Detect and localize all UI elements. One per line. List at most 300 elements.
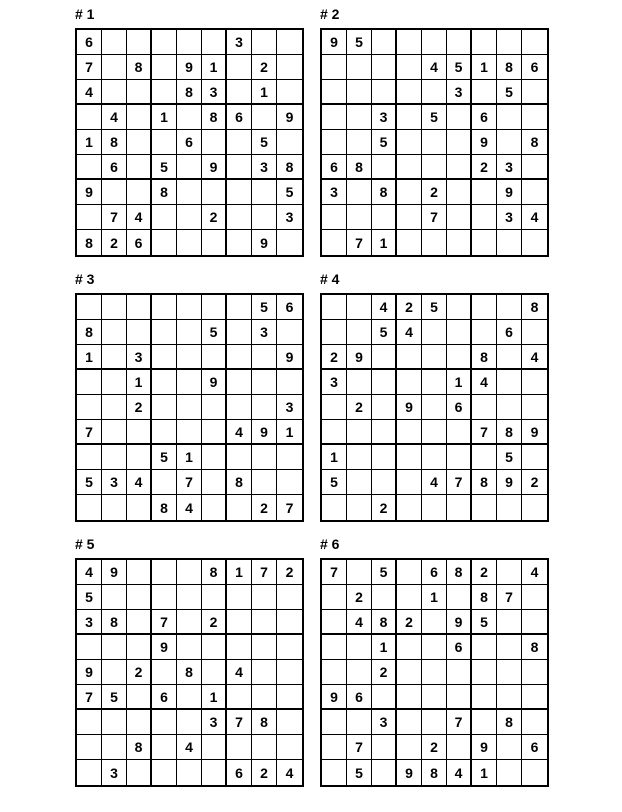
sudoku-cell <box>347 470 372 495</box>
sudoku-cell <box>227 105 252 130</box>
cell-digit: 2 <box>355 589 363 605</box>
sudoku-cell <box>227 80 252 105</box>
cell-digit: 9 <box>85 184 93 200</box>
cell-digit: 5 <box>160 158 168 175</box>
sudoku-cell <box>227 155 252 180</box>
cell-digit: 7 <box>355 739 363 755</box>
sudoku-cell <box>372 735 397 760</box>
sudoku-cell <box>152 55 177 80</box>
sudoku-cell <box>347 320 372 345</box>
sudoku-cell <box>177 105 202 130</box>
sudoku-cell <box>152 80 177 105</box>
sudoku-cell <box>202 735 227 760</box>
sudoku-cell <box>322 55 347 80</box>
sudoku-cell <box>497 420 522 445</box>
cell-digit: 5 <box>379 134 388 150</box>
cell-digit: 2 <box>405 299 413 315</box>
sudoku-cell <box>227 320 252 345</box>
sudoku-cell <box>372 205 397 230</box>
cell-digit: 8 <box>235 474 243 490</box>
cell-digit: 8 <box>430 764 438 781</box>
sudoku-cell <box>252 710 277 735</box>
sudoku-cell <box>422 30 447 55</box>
sudoku-cell <box>277 470 302 495</box>
sudoku-cell <box>202 370 227 395</box>
cell-digit: 8 <box>85 234 93 251</box>
cell-digit: 3 <box>379 109 388 125</box>
cell-digit: 3 <box>379 714 388 730</box>
sudoku-cell <box>227 760 252 785</box>
cell-digit: 8 <box>285 158 294 175</box>
cell-digit: 8 <box>134 59 143 75</box>
sudoku-cell <box>397 130 422 155</box>
sudoku-cell <box>177 345 202 370</box>
sudoku-cell <box>397 30 422 55</box>
sudoku-cell <box>152 205 177 230</box>
sudoku-cell <box>277 345 302 370</box>
sudoku-cell <box>522 395 547 420</box>
sudoku-cell <box>447 205 472 230</box>
sudoku-cell <box>422 80 447 105</box>
sudoku-cell <box>447 585 472 610</box>
sudoku-cell <box>472 635 497 660</box>
sudoku-cell <box>252 130 277 155</box>
sudoku-cell <box>252 495 277 520</box>
sudoku-cell <box>397 685 422 710</box>
puzzle-label: # 6 <box>320 536 340 552</box>
sudoku-cell <box>522 205 547 230</box>
cell-digit: 5 <box>260 134 268 150</box>
sudoku-cell <box>397 710 422 735</box>
sudoku-cell <box>397 420 422 445</box>
sudoku-cell <box>252 80 277 105</box>
sudoku-cell <box>77 635 102 660</box>
sudoku-cell <box>422 370 447 395</box>
cell-digit: 6 <box>160 688 168 705</box>
sudoku-cell <box>447 495 472 520</box>
sudoku-cell <box>227 345 252 370</box>
sudoku-grid <box>320 28 549 257</box>
sudoku-cell <box>77 710 102 735</box>
cell-digit: 3 <box>454 83 463 100</box>
sudoku-cell <box>347 395 372 420</box>
sudoku-cell <box>372 760 397 785</box>
cell-digit: 7 <box>454 714 463 730</box>
sudoku-cell <box>102 445 127 470</box>
sudoku-cell <box>447 345 472 370</box>
cell-digit: 1 <box>430 589 438 605</box>
sudoku-cell <box>372 635 397 660</box>
cell-digit: 5 <box>505 449 513 465</box>
sudoku-cell <box>447 660 472 685</box>
sudoku-cell <box>372 105 397 130</box>
cell-digit: 8 <box>480 348 488 365</box>
cell-digit: 4 <box>185 499 193 516</box>
sudoku-cell <box>322 155 347 180</box>
sudoku-cell <box>102 635 127 660</box>
sudoku-cell <box>277 230 302 255</box>
sudoku-cell <box>472 155 497 180</box>
sudoku-cell <box>77 560 102 585</box>
sudoku-cell <box>472 205 497 230</box>
sudoku-cell <box>252 230 277 255</box>
cell-digit: 5 <box>209 324 218 340</box>
sudoku-cell <box>322 560 347 585</box>
cell-digit: 3 <box>235 34 243 50</box>
sudoku-cell <box>447 30 472 55</box>
sudoku-cell <box>397 470 422 495</box>
sudoku-cell <box>422 180 447 205</box>
sudoku-cell <box>497 585 522 610</box>
cell-digit: 4 <box>285 764 294 781</box>
sudoku-cell <box>372 345 397 370</box>
cell-digit: 3 <box>85 613 93 630</box>
sudoku-cell <box>202 295 227 320</box>
sudoku-cell <box>497 560 522 585</box>
sudoku-cell <box>127 495 152 520</box>
sudoku-cell <box>227 55 252 80</box>
cell-digit: 2 <box>430 184 438 200</box>
cell-digit: 9 <box>505 184 513 200</box>
sudoku-cell <box>127 80 152 105</box>
sudoku-cell <box>277 130 302 155</box>
cell-digit: 5 <box>480 613 488 630</box>
sudoku-cell <box>472 735 497 760</box>
cell-digit: 4 <box>235 664 243 680</box>
cell-digit: 6 <box>235 764 243 781</box>
sudoku-cell <box>397 80 422 105</box>
cell-digit: 8 <box>530 299 539 315</box>
sudoku-cell <box>202 495 227 520</box>
cell-digit: 4 <box>405 324 413 340</box>
sudoku-cell <box>522 635 547 660</box>
sudoku-cell <box>497 660 522 685</box>
cell-digit: 4 <box>110 109 118 125</box>
sudoku-cell <box>127 230 152 255</box>
sudoku-cell <box>202 445 227 470</box>
sudoku-cell <box>152 470 177 495</box>
sudoku-cell <box>127 685 152 710</box>
sudoku-cell <box>202 130 227 155</box>
cell-digit: 9 <box>405 399 413 415</box>
sudoku-cell <box>127 155 152 180</box>
sudoku-cell <box>397 295 422 320</box>
cell-digit: 7 <box>355 234 363 251</box>
sudoku-cell <box>397 230 422 255</box>
sudoku-grid <box>320 558 549 787</box>
sudoku-cell <box>322 230 347 255</box>
sudoku-cell <box>277 495 302 520</box>
cell-digit: 9 <box>330 688 338 705</box>
sudoku-cell <box>447 710 472 735</box>
sudoku-cell <box>472 80 497 105</box>
sudoku-cell <box>202 685 227 710</box>
cell-digit: 6 <box>505 324 513 340</box>
sudoku-cell <box>152 345 177 370</box>
sudoku-grid <box>320 293 549 522</box>
sudoku-cell <box>522 470 547 495</box>
sudoku-cell <box>322 105 347 130</box>
sudoku-cell <box>422 495 447 520</box>
sudoku-cell <box>102 735 127 760</box>
sudoku-grid <box>75 293 304 522</box>
sudoku-cell <box>347 345 372 370</box>
cell-digit: 9 <box>405 764 413 781</box>
cell-digit: 6 <box>355 688 363 705</box>
sudoku-cell <box>397 610 422 635</box>
cell-digit: 6 <box>530 739 539 755</box>
cell-digit: 1 <box>454 374 463 390</box>
cell-digit: 9 <box>355 348 363 365</box>
sudoku-cell <box>447 105 472 130</box>
cell-digit: 8 <box>110 134 118 150</box>
cell-digit: 1 <box>209 59 218 75</box>
sudoku-cell <box>177 395 202 420</box>
sudoku-cell <box>497 610 522 635</box>
cell-digit: 5 <box>85 589 93 605</box>
cell-digit: 4 <box>454 764 463 781</box>
sudoku-cell <box>177 735 202 760</box>
sudoku-cell <box>347 180 372 205</box>
sudoku-cell <box>422 610 447 635</box>
sudoku-cell <box>372 370 397 395</box>
cell-digit: 1 <box>330 449 338 465</box>
sudoku-cell <box>322 610 347 635</box>
sudoku-cell <box>102 370 127 395</box>
sudoku-cell <box>497 105 522 130</box>
cell-digit: 8 <box>505 714 513 730</box>
sudoku-cell <box>127 610 152 635</box>
cell-digit: 1 <box>85 134 93 150</box>
cell-digit: 9 <box>185 59 193 75</box>
sudoku-cell <box>372 230 397 255</box>
sudoku-cell <box>277 420 302 445</box>
sudoku-cell <box>77 370 102 395</box>
cell-digit: 8 <box>505 423 513 440</box>
sudoku-cell <box>522 495 547 520</box>
cell-digit: 8 <box>209 109 218 125</box>
cell-digit: 5 <box>430 109 438 125</box>
sudoku-grid <box>75 558 304 787</box>
sudoku-cell <box>422 585 447 610</box>
cell-digit: 2 <box>134 399 143 415</box>
cell-digit: 5 <box>285 184 294 200</box>
sudoku-cell <box>202 105 227 130</box>
sudoku-cell <box>77 585 102 610</box>
sudoku-cell <box>202 395 227 420</box>
sudoku-cell <box>227 205 252 230</box>
cell-digit: 2 <box>209 209 218 225</box>
sudoku-cell <box>472 230 497 255</box>
cell-digit: 5 <box>355 34 363 50</box>
sudoku-cell <box>202 585 227 610</box>
sudoku-cell <box>447 80 472 105</box>
sudoku-cell <box>397 760 422 785</box>
sudoku-cell <box>227 495 252 520</box>
sudoku-cell <box>77 470 102 495</box>
sudoku-cell <box>277 635 302 660</box>
sudoku-cell <box>347 660 372 685</box>
cell-digit: 1 <box>160 109 168 125</box>
cell-digit: 1 <box>185 449 193 465</box>
sudoku-cell <box>522 420 547 445</box>
sudoku-cell <box>127 760 152 785</box>
sudoku-cell <box>102 80 127 105</box>
sudoku-cell <box>472 320 497 345</box>
sudoku-cell <box>252 295 277 320</box>
sudoku-cell <box>472 105 497 130</box>
sudoku-cell <box>177 80 202 105</box>
sudoku-cell <box>152 395 177 420</box>
sudoku-cell <box>277 610 302 635</box>
cell-digit: 4 <box>355 613 363 630</box>
sudoku-cell <box>252 345 277 370</box>
cell-digit: 2 <box>430 739 438 755</box>
sudoku-cell <box>422 635 447 660</box>
sudoku-cell <box>522 295 547 320</box>
sudoku-cell <box>277 685 302 710</box>
sudoku-cell <box>277 295 302 320</box>
sudoku-cell <box>497 395 522 420</box>
cell-digit: 6 <box>480 109 488 125</box>
sudoku-cell <box>177 760 202 785</box>
cell-digit: 1 <box>285 423 294 440</box>
sudoku-cell <box>252 395 277 420</box>
sudoku-cell <box>152 495 177 520</box>
sudoku-cell <box>152 610 177 635</box>
cell-digit: 7 <box>235 714 243 730</box>
sudoku-cell <box>522 370 547 395</box>
sudoku-cell <box>102 30 127 55</box>
sudoku-cell <box>277 30 302 55</box>
cell-digit: 7 <box>185 474 193 490</box>
sudoku-cell <box>322 345 347 370</box>
sudoku-cell <box>202 610 227 635</box>
cell-digit: 1 <box>209 688 218 705</box>
sudoku-cell <box>322 495 347 520</box>
cell-digit: 7 <box>285 499 294 516</box>
cell-digit: 7 <box>480 423 488 440</box>
sudoku-cell <box>127 30 152 55</box>
sudoku-cell <box>347 30 372 55</box>
sudoku-cell <box>177 295 202 320</box>
sudoku-cell <box>77 130 102 155</box>
sudoku-cell <box>497 470 522 495</box>
sudoku-cell <box>102 320 127 345</box>
sudoku-cell <box>227 635 252 660</box>
cell-digit: 1 <box>85 348 93 365</box>
sudoku-cell <box>322 395 347 420</box>
sudoku-cell <box>252 610 277 635</box>
sudoku-cell <box>177 495 202 520</box>
cell-digit: 8 <box>209 564 218 580</box>
sudoku-cell <box>202 470 227 495</box>
cell-digit: 9 <box>160 639 168 655</box>
cell-digit: 8 <box>85 324 93 340</box>
sudoku-cell <box>322 80 347 105</box>
cell-digit: 3 <box>260 324 268 340</box>
sudoku-cell <box>472 685 497 710</box>
sudoku-cell <box>77 610 102 635</box>
sudoku-cell <box>252 180 277 205</box>
sudoku-cell <box>422 395 447 420</box>
sudoku-cell <box>347 130 372 155</box>
sudoku-cell <box>177 610 202 635</box>
sudoku-cell <box>522 180 547 205</box>
sudoku-cell <box>347 635 372 660</box>
sudoku-cell <box>322 420 347 445</box>
sudoku-cell <box>227 585 252 610</box>
sudoku-cell <box>277 560 302 585</box>
cell-digit: 4 <box>85 83 93 100</box>
sudoku-cell <box>177 155 202 180</box>
cell-digit: 9 <box>85 664 93 680</box>
sudoku-cell <box>202 560 227 585</box>
sudoku-cell <box>102 130 127 155</box>
sudoku-cell <box>497 205 522 230</box>
sudoku-cell <box>497 80 522 105</box>
sudoku-cell <box>472 345 497 370</box>
cell-digit: 7 <box>85 59 93 75</box>
sudoku-cell <box>152 445 177 470</box>
sudoku-cell <box>472 130 497 155</box>
cell-digit: 2 <box>480 564 488 580</box>
sudoku-cell <box>127 560 152 585</box>
cell-digit: 2 <box>530 474 539 490</box>
sudoku-cell <box>347 105 372 130</box>
sudoku-cell <box>102 55 127 80</box>
sudoku-cell <box>252 660 277 685</box>
sudoku-cell <box>422 710 447 735</box>
sudoku-cell <box>152 130 177 155</box>
sudoku-cell <box>447 420 472 445</box>
sudoku-cell <box>322 635 347 660</box>
cell-digit: 9 <box>480 739 488 755</box>
sudoku-cell <box>227 230 252 255</box>
sudoku-cell <box>447 130 472 155</box>
cell-digit: 8 <box>134 739 143 755</box>
sudoku-cell <box>372 445 397 470</box>
cell-digit: 9 <box>505 474 513 490</box>
sudoku-cell <box>152 685 177 710</box>
sudoku-cell <box>102 155 127 180</box>
cell-digit: 7 <box>85 423 93 440</box>
cell-digit: 5 <box>505 83 513 100</box>
sudoku-cell <box>102 420 127 445</box>
sudoku-cell <box>227 180 252 205</box>
sudoku-cell <box>152 180 177 205</box>
puzzle-label: # 5 <box>75 536 95 552</box>
cell-digit: 2 <box>379 664 388 680</box>
sudoku-cell <box>472 710 497 735</box>
sudoku-cell <box>447 735 472 760</box>
sudoku-cell <box>252 470 277 495</box>
sudoku-cell <box>447 395 472 420</box>
sudoku-cell <box>77 735 102 760</box>
sudoku-cell <box>422 685 447 710</box>
sudoku-cell <box>347 205 372 230</box>
sudoku-cell <box>522 80 547 105</box>
sudoku-cell <box>102 495 127 520</box>
cell-digit: 4 <box>379 299 388 315</box>
cell-digit: 3 <box>285 399 294 415</box>
sudoku-cell <box>397 105 422 130</box>
sudoku-cell <box>372 80 397 105</box>
cell-digit: 9 <box>285 348 294 365</box>
sudoku-cell <box>102 395 127 420</box>
sudoku-cell <box>522 105 547 130</box>
sudoku-cell <box>102 470 127 495</box>
